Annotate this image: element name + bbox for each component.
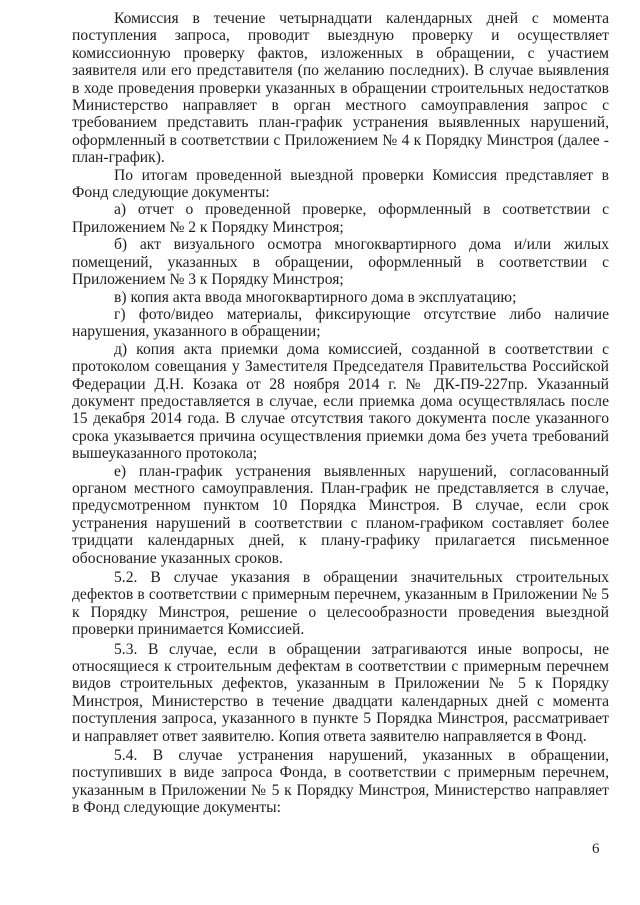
page-number: 6: [592, 841, 600, 857]
paragraph-commission-inspection: Комиссия в течение четырнадцати календарных дней с момента поступления запроса, проводит выездную проверку и осуществляет комиссионную проверку фактов, изложенных в обращении, с участием заявителя или его представителя (по желанию последних). В случае выявления в ходе проведения проверки указанных в обращении строительных недостатков Министерство направляет в орган местного самоуправления запрос с требованием представить план-график устранения выявленных нарушений, оформленный в соответствии с Приложением № 4 к Порядку Минстроя (далее - план-график).: [72, 10, 609, 167]
list-item-b: б) акт визуального осмотра многоквартирного дома и/или жилых помещений, указанных в обращении, оформленный в соответствии с Приложением № 3 к Порядку Минстроя;: [72, 236, 609, 289]
list-item-d: д) копия акта приемки дома комиссией, созданной в соответствии с протоколом совещания у Заместителя Председателя Правительства Российской Федерации Д.Н. Козака от 28 ноября 2014 г. № ДК-П9-227пр. Указанный документ предоставляется в случае, если приемка дома осуществлялась после 15 декабря 2014 года. В случае отсутствия такого документа после указанного срока указывается причина осуществления приемки дома без учета требований вышеуказанного протокола;: [72, 340, 609, 463]
paragraph-5-2: 5.2. В случае указания в обращении значительных строительных дефектов в соответствии с примерным перечнем, указанным в Приложении № 5 к Порядку Минстроя, решение о целесообразности проведения выездной проверки принимается Комиссией.: [72, 569, 609, 639]
paragraph-inspection-results: По итогам проведенной выездной проверки Комиссия представляет в Фонд следующие документы:: [72, 166, 609, 202]
paragraph-5-3: 5.3. В случае, если в обращении затрагиваются иные вопросы, не относящиеся к строительным дефектам в соответствии с примерным перечнем видов строительных дефектов, указанным в Приложении № 5 к Порядку Минстроя, Министерство в течение двадцати календарных дней с момента поступления запроса, указанного в пункте 5 Порядка Минстроя, рассматривает и направляет ответ заявителю. Копия ответа заявителю направляется в Фонд.: [72, 640, 609, 745]
list-item-e: е) план-график устранения выявленных нарушений, согласованный органом местного самоуправления. План-график не представляется в случае, предусмотренном пунктом 10 Порядка Минстроя. В случае, если срок устранения нарушений в соответствии с планом-графиком составляет более тридцати календарных дней, к плану-графику прилагается письменное обоснование указанных сроков.: [72, 462, 609, 567]
list-item-v: в) копия акта ввода многоквартирного дома в эксплуатацию;: [114, 288, 517, 306]
list-item-g: г) фото/видео материалы, фиксирующие отсутствие либо наличие нарушения, указанного в обращении;: [72, 305, 609, 341]
paragraph-5-4: 5.4. В случае устранения нарушений, указанных в обращении, поступивших в виде запроса Фонда, в соответствии с примерным перечнем, указанным в Приложении № 5 к Порядку Минстроя, Министерство направляет в Фонд следующие документы:: [72, 747, 609, 817]
list-item-a: а) отчет о проведенной проверке, оформленный в соответствии с Приложением № 2 к Порядку Минстроя;: [72, 201, 609, 236]
document-body: [72, 10, 609, 817]
